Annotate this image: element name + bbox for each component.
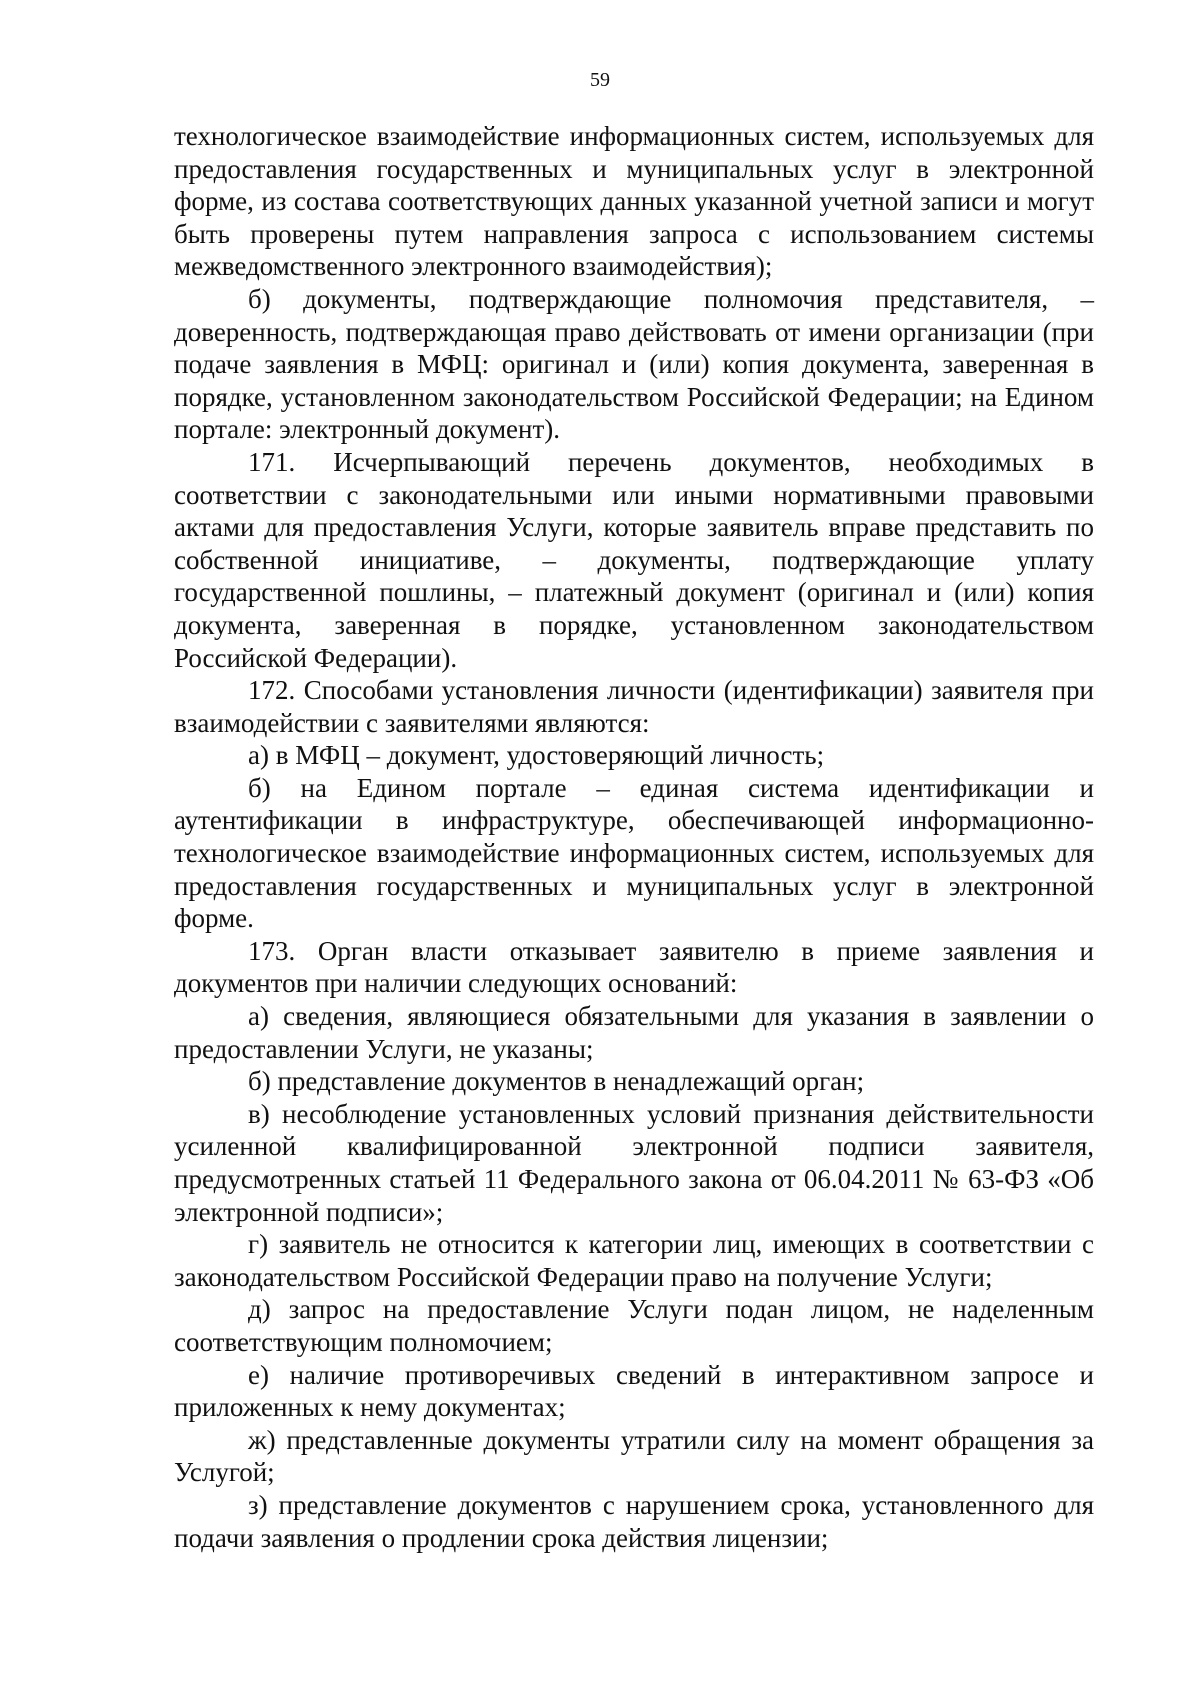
paragraph-173-d: д) запрос на предоставление Услуги подан лицом, не наделенным соответствующим полномочием; xyxy=(174,1294,1094,1357)
paragraph-173-z: з) представление документов с нарушением срока, установленного для подачи заявления о продлении срока действия лицензии; xyxy=(174,1489,1094,1553)
page-number: 59 xyxy=(590,69,610,91)
paragraph-item-b-representative-documents: б) документы, подтверждающие полномочия представителя, – доверенность, подтверждающая право действовать от имени организации (при подаче заявления в МФЦ: оригинал и (или) копия документа, заверенная в порядке, установленном законодательством Российской Федерации; на Едином портале: электронный документ). xyxy=(174,283,1094,445)
document-body xyxy=(174,120,1094,1554)
paragraph-173-b: б) представление документов в ненадлежащий орган; xyxy=(248,1066,865,1097)
paragraph-172: 172. Способами установления личности (идентификации) заявителя при взаимодействии с заявителями являются: xyxy=(174,675,1094,738)
paragraph-171: 171. Исчерпывающий перечень документов, необходимых в соответствии с законодательными или иными нормативными правовыми актами для предоставления Услуги, которые заявитель вправе представить по собственной инициативе, – документы, подтверждающие уплату государственной пошлины, – платежный документ (оригинал и (или) копия документа, заверенная в порядке, установленном законодательством Российской Федерации). xyxy=(174,446,1094,673)
paragraph-172-a: а) в МФЦ – документ, удостоверяющий личность; xyxy=(248,740,825,771)
paragraph-173: 173. Орган власти отказывает заявителю в приеме заявления и документов при наличии следующих оснований: xyxy=(174,935,1094,999)
paragraph-172-b: б) на Едином портале – единая система идентификации и аутентификации в инфраструктуре, обеспечивающей информационно-технологическое взаимодействие информационных систем, используемых для предоставления государственных и муниципальных услуг в электронной форме. xyxy=(174,772,1094,934)
paragraph-173-g: г) заявитель не относится к категории лиц, имеющих в соответствии с законодательством Российской Федерации право на получение Услуги; xyxy=(174,1229,1094,1292)
paragraph-continuation: технологическое взаимодействие информационных систем, используемых для предоставления государственных и муниципальных услуг в электронной форме, из состава соответствующих данных указанной учетной записи и могут быть проверены путем направления запроса с использованием системы межведомственного электронного взаимодействия); xyxy=(174,121,1094,282)
paragraph-173-zh: ж) представленные документы утратили силу на момент обращения за Услугой; xyxy=(174,1424,1094,1488)
paragraph-173-a: а) сведения, являющиеся обязательными для указания в заявлении о предоставлении Услуги, не указаны; xyxy=(174,1001,1094,1064)
paragraph-173-v: в) несоблюдение установленных условий признания действительности усиленной квалифицированной электронной подписи заявителя, предусмотренных статьей 11 Федерального закона от 06.04.2011 № 63-ФЗ «Об электронной подписи»; xyxy=(174,1098,1094,1227)
paragraph-173-e: е) наличие противоречивых сведений в интерактивном запросе и приложенных к нему документах; xyxy=(174,1359,1094,1423)
